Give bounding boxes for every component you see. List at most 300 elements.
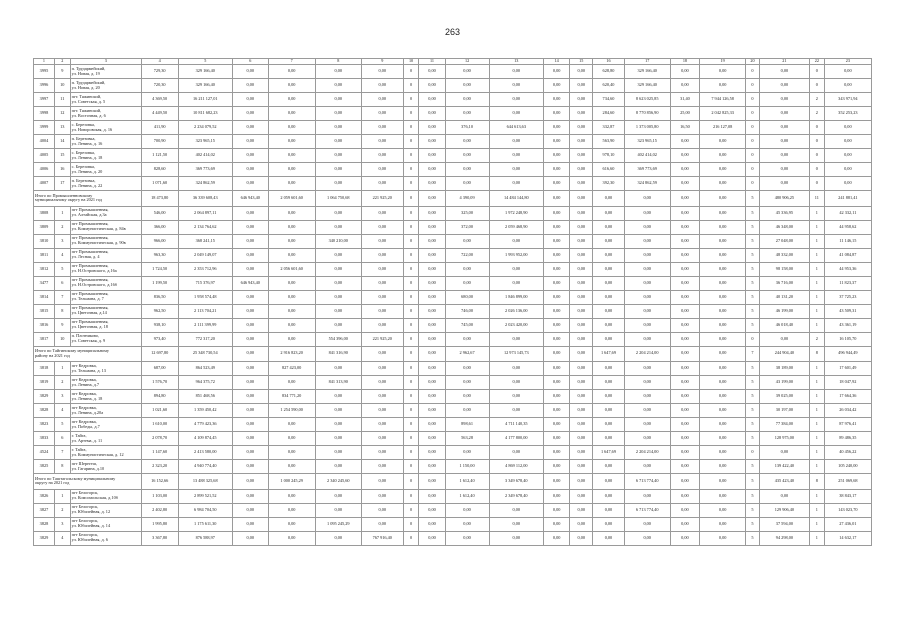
table-cell: 38 189,00 [759, 362, 809, 376]
table-cell: 3814 [34, 290, 55, 304]
table-cell: 0,00 [570, 191, 593, 207]
table-cell: 0,00 [419, 460, 445, 474]
table-cell: 3819 [34, 376, 55, 390]
table-cell: 0 [403, 489, 419, 503]
table-cell: 45 336,95 [759, 206, 809, 220]
table-cell: 0,00 [593, 276, 624, 290]
table-cell: 1 359 450,42 [178, 404, 232, 418]
table-cell: 0,00 [315, 276, 361, 290]
table-cell: 16 152,66 [141, 474, 178, 490]
table-cell: 0,00 [544, 262, 570, 276]
table-row [34, 220, 872, 234]
table-cell: 0,00 [489, 446, 543, 460]
table-cell: 0,00 [700, 79, 746, 93]
table-cell: 0,00 [361, 446, 403, 460]
table-cell: 10 [54, 79, 70, 93]
table-cell: 343 971,94 [824, 93, 871, 107]
table-cell: 1 [54, 489, 70, 503]
table-cell: 0 [746, 446, 760, 460]
table-cell: 0,00 [445, 276, 489, 290]
table-cell: 0 [403, 262, 419, 276]
address-cell: пгт Белогорск, ул. Комсомольская, д.10б [70, 489, 141, 503]
table-cell: 0,00 [232, 418, 268, 432]
table-cell: 0,00 [315, 262, 361, 276]
address-cell: пгт Белогорск, ул. Юбилейная, д. 12 [70, 503, 141, 517]
table-cell: 3818 [34, 362, 55, 376]
address-cell: пгт. Тяжинский, ул. Восточная, д. 6 [70, 107, 141, 121]
table-cell: 0,00 [315, 121, 361, 135]
table-cell: 8 623 025,85 [624, 93, 670, 107]
table-cell: 2 [54, 503, 70, 517]
table-cell: 0,00 [544, 163, 570, 177]
table-cell: 0,00 [570, 346, 593, 362]
table-cell: 31,40 [670, 93, 699, 107]
table-cell: 876 588,97 [178, 531, 232, 545]
table-cell: 0,00 [670, 163, 699, 177]
table-cell: 0,00 [824, 121, 871, 135]
table-cell: 13 [489, 59, 543, 65]
table-cell: 0,00 [361, 318, 403, 332]
table-cell: 0,00 [419, 135, 445, 149]
table-cell: 48 332,00 [759, 248, 809, 262]
table-cell: 0,00 [315, 432, 361, 446]
address-cell: п. Трудармейский, ул. Новая, д. 19 [70, 65, 141, 79]
table-cell: 7 [746, 346, 760, 362]
table-cell: 0,00 [361, 220, 403, 234]
table-cell: 0,00 [670, 206, 699, 220]
table-cell: 0,00 [624, 234, 670, 248]
table-cell: 0,00 [700, 390, 746, 404]
table-cell: 0,00 [570, 517, 593, 531]
table-cell: 0,00 [570, 135, 593, 149]
table-cell: 1 [810, 432, 825, 446]
table-cell: 1 [810, 220, 825, 234]
table-cell: 0,00 [624, 220, 670, 234]
table-cell: 30 197,00 [759, 404, 809, 418]
table-cell: 0,00 [570, 362, 593, 376]
address-cell: пгт Промышленная, ул. Н.Островского, д.16б [70, 276, 141, 290]
table-cell: 836,50 [141, 290, 178, 304]
address-cell: с. Березовка, ул. Ленина, д. 18 [70, 149, 141, 163]
table-cell: 4 869 112,00 [489, 460, 543, 474]
table-cell: 376,10 [445, 121, 489, 135]
table-cell: 0,00 [700, 474, 746, 490]
table-cell: 8 [810, 474, 825, 490]
table-cell: 0,00 [315, 489, 361, 503]
table-cell: 0,00 [570, 65, 593, 79]
table-cell: 12 [54, 107, 70, 121]
table-cell: 0 [746, 149, 760, 163]
table-cell: 6 713 774,40 [624, 474, 670, 490]
table-cell: 746,00 [445, 304, 489, 318]
table-cell: 0,00 [268, 107, 315, 121]
table-cell: 0 [403, 177, 419, 191]
table-cell: 0,00 [624, 206, 670, 220]
table-cell: 329 166,40 [624, 79, 670, 93]
table-cell: 0,00 [361, 489, 403, 503]
table-cell: 834 771,20 [268, 390, 315, 404]
table-cell: 0,00 [700, 191, 746, 207]
address-cell: пгт Промышленная, ул. Цветочная, д.14 [70, 304, 141, 318]
table-cell: 0,00 [759, 446, 809, 460]
table-cell: 2 962,67 [445, 346, 489, 362]
table-cell: 4 779 423,36 [178, 418, 232, 432]
table-cell: 0,00 [544, 149, 570, 163]
table-cell: 2 413 580,00 [178, 446, 232, 460]
table-cell: 772 317,20 [178, 332, 232, 346]
table-cell: 0,00 [670, 474, 699, 490]
table-cell: 3823 [34, 418, 55, 432]
table-cell: 0,00 [570, 206, 593, 220]
table-cell: 0,00 [759, 65, 809, 79]
table-cell: 5 [746, 276, 760, 290]
table-cell: 2 [54, 376, 70, 390]
table-cell: 0 [810, 177, 825, 191]
table-cell: 3477 [34, 276, 55, 290]
table-cell: 644 613,63 [489, 121, 543, 135]
table-cell: 2 059 468,90 [489, 220, 543, 234]
table-cell: 1 [810, 262, 825, 276]
table-cell: 7 [54, 446, 70, 460]
table-cell: 21 [759, 59, 809, 65]
table-cell: 0,00 [570, 248, 593, 262]
table-cell: 1 071,60 [141, 177, 178, 191]
table-cell: 0,00 [593, 531, 624, 545]
table-cell: 966,00 [141, 234, 178, 248]
table-row [34, 418, 872, 432]
table-cell: 0,00 [544, 489, 570, 503]
table-cell: 0,00 [700, 248, 746, 262]
table-cell: 221 925,20 [361, 191, 403, 207]
address-cell: с. Березовка, ул. Новоровская, д. 16 [70, 121, 141, 135]
subtotal-row [34, 191, 872, 207]
table-cell: 0,00 [232, 503, 268, 517]
table-cell: 7 944 126,58 [700, 93, 746, 107]
table-cell: 4 369,50 [141, 93, 178, 107]
table-cell: 12 973 145,73 [489, 346, 543, 362]
table-cell: 0,00 [232, 149, 268, 163]
table-cell: 0 [403, 65, 419, 79]
table-row [34, 432, 872, 446]
table-cell: 0,00 [759, 135, 809, 149]
table-cell: 0,00 [593, 234, 624, 248]
table-cell: 0,00 [670, 390, 699, 404]
table-cell: 0,00 [315, 149, 361, 163]
table-cell: 0,00 [700, 234, 746, 248]
table-cell: 0,00 [670, 290, 699, 304]
table-row [34, 149, 872, 163]
table-cell: 0 [746, 107, 760, 121]
table-cell: 0,00 [700, 460, 746, 474]
table-cell: 0,00 [624, 390, 670, 404]
table-cell: 0 [403, 332, 419, 346]
table-cell: 0,00 [489, 177, 543, 191]
table-cell: 496 944,49 [824, 346, 871, 362]
table-cell: 5 [746, 376, 760, 390]
table-cell: 0 [403, 346, 419, 362]
table-cell: 0,00 [489, 404, 543, 418]
table-cell: 0,00 [232, 93, 268, 107]
table-cell: 16 [54, 163, 70, 177]
table-cell: 0,00 [232, 220, 268, 234]
table-cell: 0,00 [315, 65, 361, 79]
table-row [34, 121, 872, 135]
table-cell: 0,00 [544, 220, 570, 234]
table-cell: 435 423,40 [759, 474, 809, 490]
table-cell: 0,00 [624, 376, 670, 390]
table-cell: 324 862,59 [624, 177, 670, 191]
table-cell: 0,00 [624, 290, 670, 304]
table-cell: 8 [54, 460, 70, 474]
table-cell: 8 [315, 59, 361, 65]
table-cell: 0,00 [445, 376, 489, 390]
table-cell: 16 [593, 59, 624, 65]
table-cell: 5 [746, 248, 760, 262]
table-cell: 1 647,69 [593, 346, 624, 362]
table-cell: 5 [746, 191, 760, 207]
table-cell: 0,00 [593, 206, 624, 220]
table-cell: 680,00 [445, 290, 489, 304]
table-cell: 143 023,70 [824, 503, 871, 517]
table-cell: 828,60 [141, 163, 178, 177]
table-cell: 1 [810, 446, 825, 460]
table-cell: 0,00 [268, 177, 315, 191]
table-cell: 1 724,50 [141, 262, 178, 276]
table-cell: 1 995,80 [141, 517, 178, 531]
table-cell: 0,00 [315, 446, 361, 460]
table-cell: 16 105,70 [824, 332, 871, 346]
table-cell: 0,00 [419, 446, 445, 460]
table-cell: 37 725,23 [824, 290, 871, 304]
table-cell: 0,00 [232, 362, 268, 376]
table-cell: 2 [54, 220, 70, 234]
table-cell: 715 376,97 [178, 276, 232, 290]
table-cell: 0,00 [489, 503, 543, 517]
table-cell: 0,00 [544, 107, 570, 121]
table-cell: 0,00 [544, 177, 570, 191]
table-cell: 411,90 [141, 121, 178, 135]
table-cell: 0 [810, 65, 825, 79]
table-cell: 12 697,80 [141, 346, 178, 362]
table-cell: 5 [746, 318, 760, 332]
table-cell: 4 [54, 248, 70, 262]
table-cell: 2 064 897,11 [178, 206, 232, 220]
table-cell: 221 925,20 [361, 332, 403, 346]
table-cell: 2 899 521,52 [178, 489, 232, 503]
table-cell: 3816 [34, 318, 55, 332]
table-cell: 0,00 [593, 304, 624, 318]
address-cell: пгт Кедровка, ул. Ленина, д.20а [70, 404, 141, 418]
table-cell: 0,00 [544, 418, 570, 432]
table-cell: 0,00 [670, 79, 699, 93]
table-cell: 0,00 [593, 474, 624, 490]
table-cell: 864 523,49 [178, 362, 232, 376]
table-cell: 0,00 [824, 79, 871, 93]
table-cell: 0,00 [593, 262, 624, 276]
table-cell: 0,00 [232, 135, 268, 149]
table-cell: 0,00 [361, 248, 403, 262]
table-row [34, 362, 872, 376]
address-cell: пгт Кедровка, ул. Победы, д.7 [70, 418, 141, 432]
table-cell: 0,00 [544, 248, 570, 262]
table-cell: 0,00 [824, 65, 871, 79]
table-cell: 0,00 [419, 191, 445, 207]
table-row [34, 517, 872, 531]
table-cell: 0,00 [570, 460, 593, 474]
table-cell: 0,00 [361, 93, 403, 107]
table-cell: 0,00 [232, 531, 268, 545]
table-cell: 0,00 [700, 446, 746, 460]
table-cell: 5 [746, 418, 760, 432]
table-cell: 0,00 [759, 149, 809, 163]
table-cell: 0,00 [624, 304, 670, 318]
table-cell: 0,00 [570, 318, 593, 332]
table-row [34, 332, 872, 346]
table-cell: 0,00 [361, 206, 403, 220]
table-cell: 0,00 [570, 290, 593, 304]
table-cell: 1 612,40 [445, 474, 489, 490]
table-cell: 251 069,68 [824, 474, 871, 490]
table-row [34, 177, 872, 191]
table-cell: 0 [403, 517, 419, 531]
table-cell: 0,00 [700, 276, 746, 290]
table-cell: 6 [54, 276, 70, 290]
table-cell: 3815 [34, 304, 55, 318]
table-cell: 5 [746, 489, 760, 503]
table-row [34, 262, 872, 276]
table-cell: 0,00 [544, 362, 570, 376]
table-cell: 0,00 [624, 332, 670, 346]
table-cell: 0,00 [445, 262, 489, 276]
table-cell: 4 [141, 59, 178, 65]
table-cell: 2 056 601,60 [268, 262, 315, 276]
table-cell: 5 [746, 234, 760, 248]
table-cell: 8 [810, 346, 825, 362]
table-row [34, 107, 872, 121]
address-cell: пгт Промышленная, ул. Лесная, д. 4 [70, 248, 141, 262]
table-cell: 11 823,37 [824, 276, 871, 290]
table-cell: 0,00 [593, 390, 624, 404]
table-cell: 0,00 [489, 332, 543, 346]
table-cell: 0,00 [700, 177, 746, 191]
table-cell: 0,00 [232, 432, 268, 446]
table-cell: 0,00 [489, 362, 543, 376]
table-cell: 0,00 [419, 163, 445, 177]
table-cell: 1 103,00 [141, 489, 178, 503]
table-cell: 3808 [34, 206, 55, 220]
address-cell: г. Тайга, ул. Коммунистическая, д. 12 [70, 446, 141, 460]
table-cell: 3827 [34, 503, 55, 517]
table-cell: 0,00 [570, 432, 593, 446]
table-cell: 0,00 [700, 332, 746, 346]
table-cell: 0 [403, 290, 419, 304]
table-cell: 14 632,17 [824, 531, 871, 545]
table-cell: 0,00 [419, 206, 445, 220]
table-cell: 4 177 800,00 [489, 432, 543, 446]
table-cell: 0,00 [570, 489, 593, 503]
table-cell: 5 [746, 220, 760, 234]
table-cell: 0,00 [361, 362, 403, 376]
table-cell: 0,00 [489, 93, 543, 107]
table-cell: 0,00 [315, 206, 361, 220]
table-cell: 3828 [34, 404, 55, 418]
table-cell: 0,00 [544, 531, 570, 545]
table-cell: 43 199,00 [759, 376, 809, 390]
table-cell: 3828 [34, 517, 55, 531]
table-cell: 0 [403, 474, 419, 490]
table-cell: 87 976,41 [824, 418, 871, 432]
table-cell: 0,00 [544, 318, 570, 332]
table-row [34, 404, 872, 418]
table-cell: 7 [54, 290, 70, 304]
table-cell: 0,00 [624, 489, 670, 503]
table-cell: 0,00 [419, 489, 445, 503]
table-cell: 0,00 [419, 262, 445, 276]
table-cell: 0,00 [544, 304, 570, 318]
table-cell: 9 [361, 59, 403, 65]
table-cell: 0,00 [593, 404, 624, 418]
table-cell: 0,00 [419, 276, 445, 290]
table-cell: 40 131,20 [759, 290, 809, 304]
address-cell: с. Березовка, ул. Ленина, д. 20 [70, 163, 141, 177]
table-cell: 3 367,80 [141, 531, 178, 545]
table-cell: 0,00 [593, 432, 624, 446]
table-cell: 128 975,00 [759, 432, 809, 446]
table-row [34, 460, 872, 474]
table-cell: 0,00 [700, 503, 746, 517]
table-cell: 0,00 [361, 79, 403, 93]
table-cell: 46 199,00 [759, 304, 809, 318]
table-cell: 0,00 [419, 418, 445, 432]
table-cell: 0,00 [315, 318, 361, 332]
table-cell: 0 [746, 65, 760, 79]
table-cell: 0,00 [489, 107, 543, 121]
table-cell: 0,00 [315, 418, 361, 432]
table-cell: 0,00 [570, 304, 593, 318]
table-cell: 5 [746, 432, 760, 446]
table-cell: 0,00 [445, 163, 489, 177]
table-cell: 0,00 [700, 318, 746, 332]
table-cell: 0,00 [670, 432, 699, 446]
table-cell: 17 [624, 59, 670, 65]
table-cell: 646 943,40 [232, 276, 268, 290]
table-cell: 2 111 399,99 [178, 318, 232, 332]
table-cell: 0,00 [624, 432, 670, 446]
table-cell: 2 059 601,60 [268, 191, 315, 207]
table-cell: 0,00 [824, 163, 871, 177]
table-cell: 0,00 [268, 446, 315, 460]
table-cell: 1 064 750,68 [315, 191, 361, 207]
table-cell: 0 [403, 404, 419, 418]
table-cell: 0,00 [445, 107, 489, 121]
table-cell: 700,90 [141, 135, 178, 149]
table-cell: 0,00 [361, 107, 403, 121]
table-cell: 0,00 [570, 276, 593, 290]
table-cell: 10 [403, 59, 419, 65]
table-cell: 5 [54, 262, 70, 276]
table-cell: 0,00 [315, 248, 361, 262]
table-cell: 4 449,50 [141, 107, 178, 121]
table-cell: 0,00 [315, 390, 361, 404]
table-cell: 2 349 678,40 [489, 489, 543, 503]
table-cell: 0 [403, 163, 419, 177]
table-cell: 0 [403, 503, 419, 517]
table-row [34, 65, 872, 79]
table-cell: 0,00 [361, 376, 403, 390]
table-cell: 4004 [34, 135, 55, 149]
table-cell: 0,00 [593, 489, 624, 503]
municipality-total-label: Итого по Промышленновскому муниципальному округу на 2021 год [34, 191, 142, 207]
